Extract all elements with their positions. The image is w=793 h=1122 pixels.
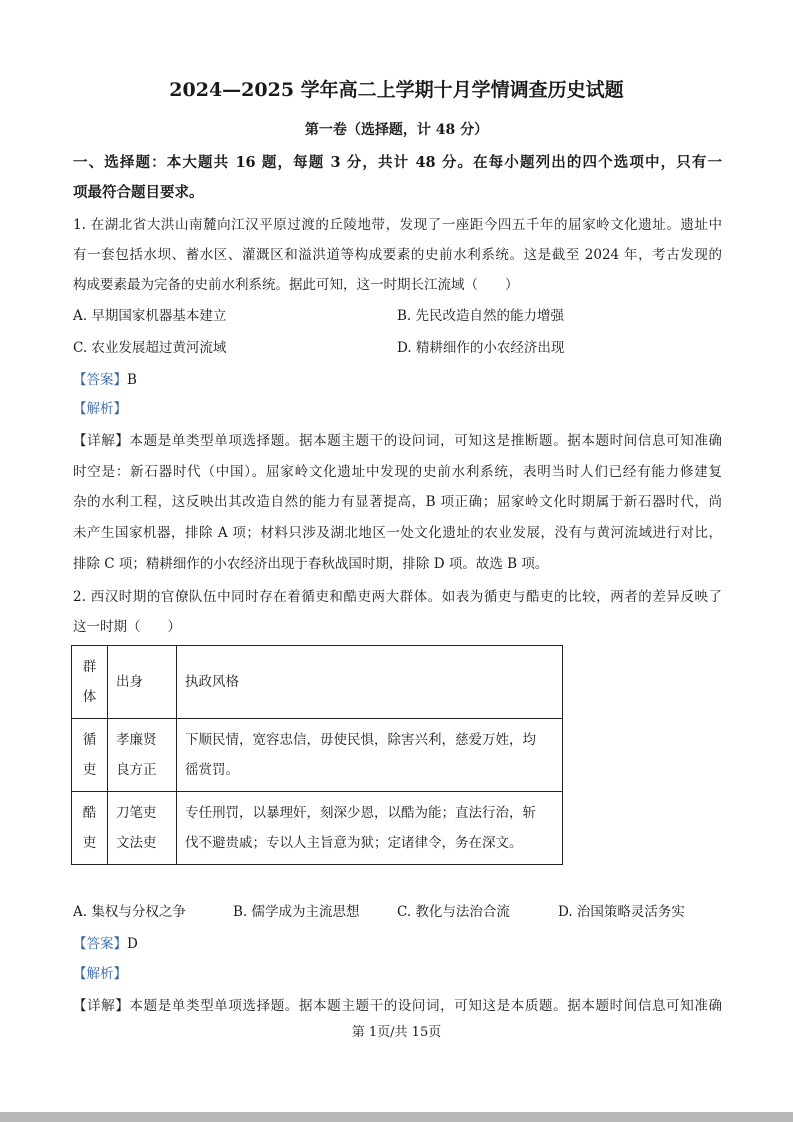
q1-option-a: A. 早期国家机器基本建立: [73, 308, 227, 324]
comparison-table: [71, 645, 563, 865]
q1-stem-line-1: 1. 在湖北省大洪山南麓向江汉平原过渡的丘陵地带，发现了一座距今四五千年的屈家岭文化遗址。遗址中: [73, 217, 722, 233]
group-char: 体: [82, 689, 97, 705]
q2-stem-line-1: 2. 西汉时期的官僚队伍中同时存在着循吏和酷吏两大群体。如表为循吏与酷吏的比较，两者的差异反映了: [73, 589, 722, 605]
page-title: 2024—2025 学年高二上学期十月学情调查历史试题: [169, 79, 624, 101]
answer-value: B: [127, 372, 137, 388]
q1-detail-line-1: 【详解】本题是单类型单项选择题。据本题主题干的设问词，可知这是推断题。据本题时间信息可知准确: [73, 433, 722, 449]
style-line: 徭赏罚。: [185, 762, 239, 778]
style-line: 下顺民情，宽容忠信，毋使民惧，除害兴利，慈爱万姓，均: [185, 732, 536, 748]
origin-line: 孝廉贤: [116, 732, 157, 748]
q2-stem-line-2: 这一时期（ ）: [73, 619, 181, 635]
q1-detail-line-5: 排除 C 项；精耕细作的小农经济出现于春秋战国时期，排除 D 项。故选 B 项。: [73, 556, 549, 572]
style-line: 专任刑罚，以暴理奸，刻深少恩，以酷为能；直法行治，斩: [185, 805, 536, 821]
q1-option-b: B. 先民改造自然的能力增强: [397, 308, 565, 324]
q1-analysis-label: 【解析】: [73, 401, 127, 417]
q2-analysis-label: 【解析】: [73, 966, 127, 982]
table-row: [72, 719, 563, 792]
q2-answer: [73, 934, 722, 954]
q1-detail-line-2: 时空是：新石器时代（中国）。屈家岭文化遗址中发现的史前水利系统，表明当时人们已经有能力修建复: [73, 464, 722, 480]
answer-label: 【答案】: [73, 372, 127, 388]
group-char: 吏: [82, 835, 97, 851]
table-cell-group: [72, 792, 108, 865]
q1-stem-line-3: 构成要素最为完备的史前水利系统。据此可知，这一时期长江流域（ ）: [73, 277, 519, 293]
table-row: [72, 792, 563, 865]
style-line: 伐不避贵戚；专以人主旨意为狱；定诸律令，务在深文。: [185, 835, 523, 851]
table-header-style: 执政风格: [177, 646, 563, 719]
q1-detail-line-4: 未产生国家机器，排除 A 项；材料只涉及湖北地区一处文化遗址的农业发展，没有与黄河流域进行对比，: [73, 525, 722, 541]
table-header-row: [72, 646, 563, 719]
volume-subtitle: 第一卷（选择题，计 48 分）: [304, 122, 489, 138]
section-heading-line-2: 项最符合题目要求。: [73, 184, 204, 201]
group-char: 循: [82, 732, 97, 748]
header-group-text: [80, 652, 99, 712]
group-text: [80, 725, 99, 785]
q1-option-d: D. 精耕细作的小农经济出现: [397, 340, 565, 356]
q2-option-d: D. 治国策略灵活务实: [558, 904, 685, 920]
origin-line: 文法吏: [116, 835, 157, 851]
answer-value: D: [127, 936, 138, 952]
table-cell-style: [177, 792, 563, 865]
bottom-border: [0, 1112, 793, 1122]
table-header-origin: 出身: [108, 646, 177, 719]
q1-stem-line-2: 有一套包括水坝、蓄水区、灌溉区和溢洪道等构成要素的史前水利系统。这是截至 2024 年，考古发现的: [73, 247, 722, 263]
section-heading-line-1: 一、选择题：本大题共 16 题，每题 3 分，共计 48 分。在每小题列出的四个选项中，只有一: [73, 154, 722, 171]
page-number: 第 1页/共 15页: [351, 1025, 442, 1040]
q2-option-a: A. 集权与分权之争: [73, 904, 186, 920]
table-cell-origin: [108, 792, 177, 865]
q2-detail-line-1: 【详解】本题是单类型单项选择题。据本题主题干的设问词，可知这是本质题。据本题时间信息可知准确: [73, 998, 722, 1014]
group-char: 吏: [82, 762, 97, 778]
table-header-group: [72, 646, 108, 719]
group-char: 群: [82, 659, 97, 675]
q1-detail-line-3: 杂的水利工程，这反映出其改造自然的能力有显著提高，B 项正确；屈家岭文化时期属于新石器时代，尚: [73, 494, 722, 510]
group-char: 酷: [82, 805, 97, 821]
q1-option-c: C. 农业发展超过黄河流域: [73, 340, 227, 356]
origin-line: 良方正: [116, 762, 157, 778]
table-cell-origin: [108, 719, 177, 792]
q1-answer: [73, 370, 722, 390]
table-cell-style: [177, 719, 563, 792]
q2-option-c: C. 教化与法治合流: [397, 904, 510, 920]
answer-label: 【答案】: [73, 936, 127, 952]
group-text: [80, 798, 99, 858]
table-cell-group: [72, 719, 108, 792]
origin-line: 刀笔吏: [116, 805, 157, 821]
q2-option-b: B. 儒学成为主流思想: [233, 904, 360, 920]
